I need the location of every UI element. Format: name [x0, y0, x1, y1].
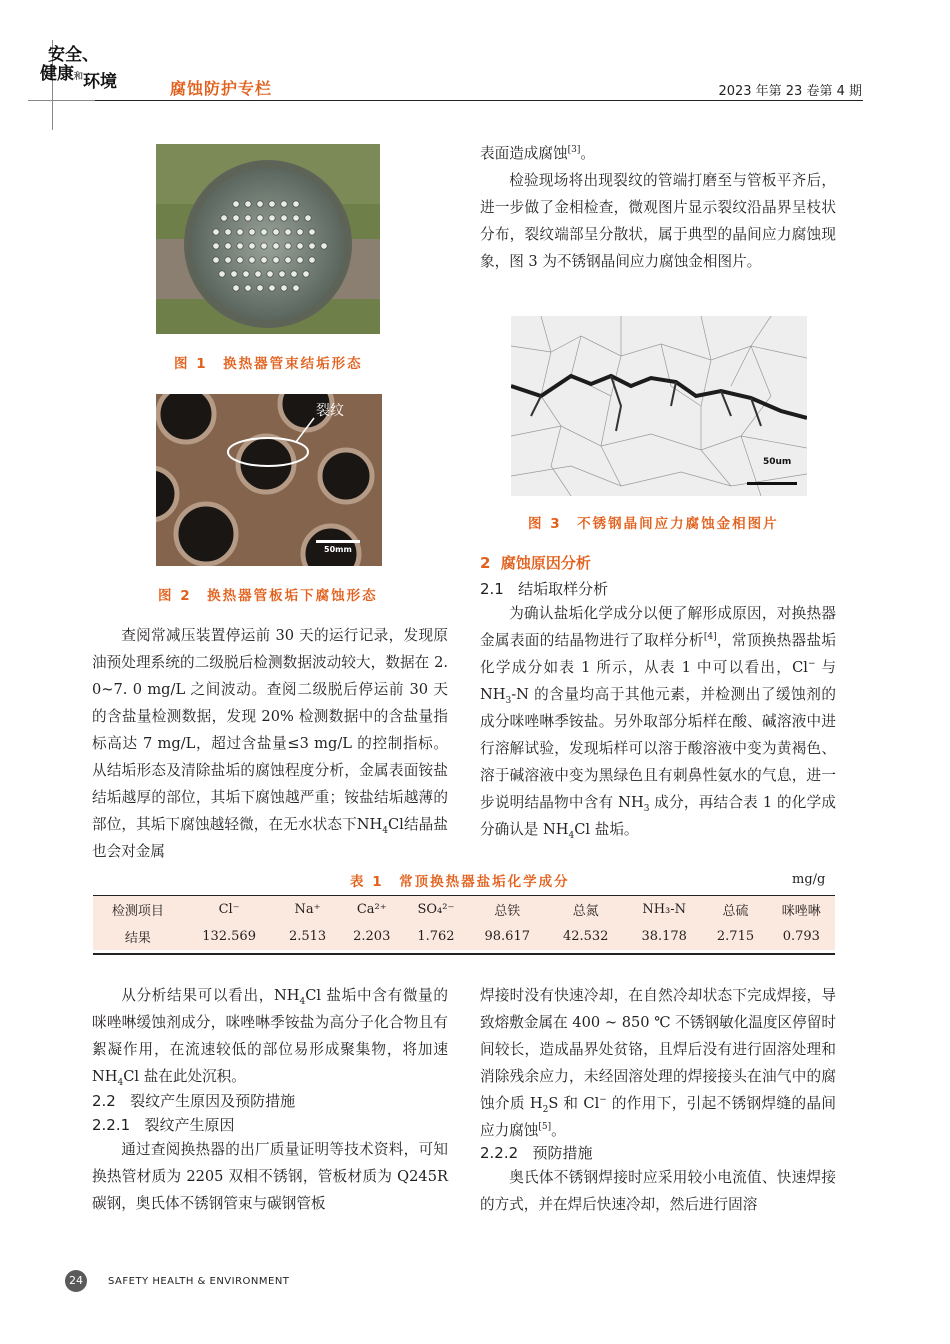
section-2-2-2-title: 预防措施 — [532, 1144, 593, 1162]
table-cell: 98.617 — [468, 923, 546, 950]
rb-p1-sup: − — [599, 1095, 607, 1106]
figure-2-annotation: 裂纹 — [316, 403, 344, 419]
journal-logo — [40, 45, 118, 92]
section-2-1-heading — [480, 578, 608, 599]
table-1-caption: 表 1 常顶换热器盐垢化学成分 — [350, 874, 570, 890]
right-paragraph-1-text: 表面造成腐蚀 — [480, 145, 568, 162]
left-paragraph-3: 通过查阅换热器的出厂质量证明等技术资料，可知换热管材质为 2205 双相不锈钢，管板材质为 Q245R 碳钢，奥氏体不锈钢管束与碳钢管板 — [92, 1141, 448, 1212]
logo-horizontal-line — [28, 100, 98, 101]
p3-c: 与 NH — [480, 659, 836, 703]
left-column-bottom — [92, 982, 448, 1090]
section-2-2-1-number: 2.2.1 — [92, 1116, 131, 1134]
p3-e: 成分，再结合表 1 的化学成分确认是 NH — [480, 794, 837, 838]
table-cell: 0.793 — [768, 923, 835, 950]
p3-b: ，常顶换热器盐垢化学成分如表 1 所示，从表 1 中可以看出，Cl — [480, 632, 836, 676]
rb-p1-b: S 和 Cl — [548, 1095, 600, 1112]
lb-p1-a: 从分析结果可以看出，NH — [121, 987, 300, 1004]
ref-5: [5] — [538, 1122, 552, 1133]
table-cell: 1.762 — [404, 923, 468, 950]
lb-p1-sub: 4 — [299, 996, 306, 1007]
right-paragraph-4 — [480, 982, 836, 1144]
section-2-1-number: 2.1 — [480, 580, 504, 598]
section-2-2-heading — [92, 1090, 295, 1111]
p3-sub3: 4 — [568, 830, 575, 841]
table-header-cell: Na⁺ — [275, 896, 339, 923]
logo-line1: 安全、 — [48, 45, 99, 65]
table-header-cell: Ca²⁺ — [340, 896, 404, 923]
table-cell: 2.203 — [340, 923, 404, 950]
table-header-cell: 咪唑啉 — [768, 896, 835, 923]
lb-p1-sub2: 4 — [117, 1077, 124, 1088]
table-row — [93, 923, 835, 950]
figure-3-image — [511, 316, 807, 496]
p3-sub: 3 — [505, 695, 512, 706]
right-column-top — [480, 140, 836, 275]
section-2-2-2-heading — [480, 1142, 593, 1163]
footer-journal-name: SAFETY HEALTH & ENVIRONMENT — [108, 1276, 290, 1287]
lb-p1-c: Cl 盐在此处沉积。 — [123, 1068, 246, 1085]
lb-p1-b: Cl 盐垢中含有微量的咪唑啉缓蚀剂成分，咪唑啉季铵盐为高分子化合物且有絮凝作用，在流速较低的部位易形成聚集物，将加速 NH — [92, 987, 448, 1085]
table-header-row — [93, 896, 835, 923]
section-2-2-1-heading — [92, 1114, 235, 1135]
right-column-bottom — [480, 982, 836, 1144]
left-paragraph-1-end: Cl结晶盐也会对金属 — [92, 816, 448, 860]
figure-3-scale: 50um — [763, 457, 792, 467]
figure-2-image — [156, 394, 382, 566]
figure-2-caption: 图 2 换热器管板垢下腐蚀形态 — [158, 588, 378, 604]
section-2-heading — [480, 552, 591, 573]
table-cell: 2.715 — [703, 923, 767, 950]
left-paragraph-2 — [92, 982, 448, 1090]
section-2-title: 腐蚀原因分析 — [500, 554, 591, 572]
table-1-unit: mg/g — [792, 872, 826, 887]
p3-d: -N 的含量均高于其他元素，并检测出了缓蚀剂的成分咪唑啉季铵盐。另外取部分垢样在酸、碱溶液中进行溶解试验，发现垢样可以溶于酸溶液中变为黄褐色、溶于碱溶液中变为黑绿色且有刺鼻性氨水的气息，进一步说明结晶物中含有 NH — [480, 686, 836, 811]
table-cell: 132.569 — [183, 923, 276, 950]
table-cell: 38.178 — [625, 923, 703, 950]
table-header-cell: 总氮 — [546, 896, 624, 923]
column-title: 腐蚀防护专栏 — [170, 79, 273, 98]
ref-4: [4] — [703, 632, 717, 643]
tube-sheet-photo — [156, 394, 382, 566]
p3-a: 为确认盐垢化学成分以便了解形成原因，对换热器金属表面的结晶物进行了取样分析 — [480, 605, 836, 649]
right-paragraph-1-end: 。 — [580, 145, 595, 162]
table-bottom-rule — [93, 953, 835, 955]
logo-line3: 环境 — [83, 72, 118, 92]
table-header-cell: 总硫 — [703, 896, 767, 923]
right-paragraph-2: 检验现场将出现裂纹的管端打磨至与管板平齐后，进一步做了金相检查，微观图片显示裂纹沿晶界呈枝状分布，裂纹端部呈分散状，属于典型的晶间应力腐蚀现象，图 3 为不锈钢晶间应力腐蚀金相图片。 — [480, 172, 836, 270]
rb-p1-sub: 2 — [542, 1104, 549, 1115]
left-paragraph-1-sub: 4 — [382, 825, 389, 836]
right-paragraph-5: 奥氏体不锈钢焊接时应采用较小电流值、快速焊接的方式，并在焊后快速冷却，然后进行固溶 — [480, 1169, 836, 1213]
p3-sub2: 3 — [643, 803, 650, 814]
section-2-number: 2 — [480, 554, 491, 572]
section-2-1-title: 结垢取样分析 — [518, 580, 609, 598]
section-2-2-title: 裂纹产生原因及预防措施 — [130, 1092, 296, 1110]
table-header-cell: 检测项目 — [93, 896, 183, 923]
logo-line2: 健康 — [40, 64, 74, 84]
table-header-cell: Cl⁻ — [183, 896, 276, 923]
header-rule — [95, 100, 863, 101]
left-column-bottom-2 — [92, 1136, 448, 1217]
issue-info: 2023 年第 23 卷第 4 期 — [718, 84, 862, 99]
ref-3: [3] — [567, 145, 581, 156]
table-header-cell: SO₄²⁻ — [404, 896, 468, 923]
right-paragraph-1 — [480, 140, 836, 167]
section-2-2-1-title: 裂纹产生原因 — [144, 1116, 235, 1134]
section-2-2-number: 2.2 — [92, 1092, 116, 1110]
table-1 — [93, 896, 835, 950]
figure-3-caption: 图 3 不锈钢晶间应力腐蚀金相图片 — [528, 516, 779, 532]
section-2-2-2-number: 2.2.2 — [480, 1144, 519, 1162]
left-paragraph-1-nh: NH — [356, 816, 383, 833]
figure-2-scale: 50mm — [324, 545, 352, 554]
page-number: 24 — [65, 1270, 87, 1292]
left-column-top — [92, 622, 448, 865]
left-paragraph-1 — [92, 622, 448, 865]
right-column-mid — [480, 600, 836, 843]
table-cell: 42.532 — [546, 923, 624, 950]
right-paragraph-3 — [480, 600, 836, 843]
right-column-bottom-2 — [480, 1164, 836, 1218]
figure-1-image — [156, 144, 380, 334]
p3-sup: − — [807, 659, 816, 670]
rb-p1-d: 。 — [551, 1122, 566, 1139]
rb-p1-a: 焊接时没有快速冷却，在自然冷却状态下完成焊接，导致熔敷金属在 400 ~ 850 ℃ 不锈钢敏化温度区停留时间较长，造成晶界处贫铬，且焊后没有进行固溶处理和消除残余应力，未经固溶处理的焊接接头在油气中的腐蚀介质 H — [480, 987, 836, 1112]
table-header-cell: NH₃-N — [625, 896, 703, 923]
table-cell: 2.513 — [275, 923, 339, 950]
rb-p1-c: 的作用下，引起不锈钢焊缝的晶间应力腐蚀 — [480, 1095, 837, 1139]
figure-1-caption: 图 1 换热器管束结垢形态 — [174, 356, 363, 372]
left-paragraph-1-text: 查阅常减压装置停运前 30 天的运行记录，发现原油预处理系统的二级脱后检测数据波动较大，数据在 2. 0~7. 0 mg/L 之间波动。查阅二级脱后停运前 30 天的含盐量检测数据，发现 20% 检测数据中的含盐量指标高达 7 mg/L，超过含盐量≤3 mg/L 的控制指标。从结垢形态及清除盐垢的腐蚀程度分析，金属表面铵盐结垢越厚的部位，其垢下腐蚀越严重；铵盐结垢越薄的部位，其垢下腐蚀越轻微，在无水状态下 — [92, 627, 448, 833]
table-header-cell: 总铁 — [468, 896, 546, 923]
logo-and: 和 — [74, 72, 84, 82]
table-row-label: 结果 — [93, 923, 183, 950]
metallograph-photo — [511, 316, 807, 496]
tube-bundle-photo — [156, 144, 380, 334]
p3-f: Cl 盐垢。 — [574, 821, 639, 838]
